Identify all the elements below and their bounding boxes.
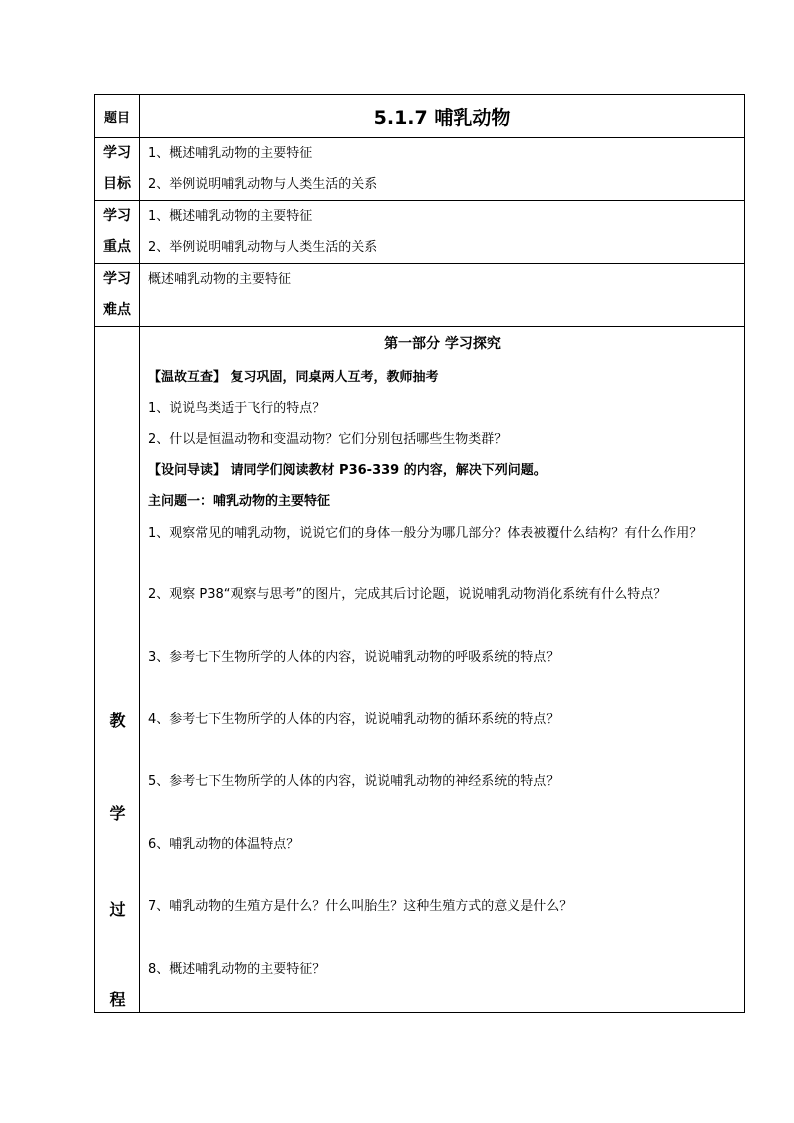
review-heading: 【温故互查】 复习巩固，同桌两人互考，教师抽考	[148, 370, 439, 385]
key-points-label-line2: 重点	[103, 239, 131, 255]
question-item: 5、参考七下生物所学的人体的内容，说说哺乳动物的神经系统的特点？	[148, 774, 560, 789]
question-item: 6、哺乳动物的体温特点？	[148, 837, 300, 852]
question-item: 8、概述哺乳动物的主要特征？	[148, 962, 326, 977]
guide-heading: 【设问导读】 请同学们阅读教材 P36-339 的内容，解决下列问题。	[148, 463, 547, 478]
process-label-char: 过	[109, 900, 126, 919]
difficulty-label-line2: 难点	[103, 302, 131, 318]
key-points-label-line1: 学习	[103, 208, 131, 224]
lesson-plan-table	[94, 94, 745, 1013]
objectives-content	[140, 138, 745, 201]
process-label-char: 程	[109, 990, 126, 1009]
question-item: 3、参考七下生物所学的人体的内容，说说哺乳动物的呼吸系统的特点？	[148, 650, 560, 665]
key-point-item: 1、概述哺乳动物的主要特征	[148, 209, 313, 224]
title-row	[95, 95, 745, 138]
objectives-label-line1: 学习	[103, 145, 131, 161]
difficulty-label-line1: 学习	[103, 271, 131, 287]
process-label-char: 学	[109, 804, 126, 823]
review-question: 1、说说鸟类适于飞行的特点？	[148, 401, 326, 416]
difficulty-content	[140, 264, 745, 327]
process-label-char: 教	[109, 711, 126, 730]
process-label	[95, 327, 140, 1013]
question-item: 2、观察 P38“观察与思考”的图片，完成其后讨论题，说说哺乳动物消化系统有什么特点？	[148, 587, 667, 602]
objectives-label-line2: 目标	[103, 176, 131, 192]
key-points-label	[95, 201, 140, 264]
question-item: 7、哺乳动物的生殖方是什么？什么叫胎生？这种生殖方式的意义是什么？	[148, 899, 573, 914]
key-points-row	[95, 201, 745, 264]
difficulty-row	[95, 264, 745, 327]
difficulty-text: 概述哺乳动物的主要特征	[148, 272, 292, 287]
lesson-title: 5.1.7 哺乳动物	[140, 95, 745, 138]
objectives-row	[95, 138, 745, 201]
process-content	[140, 327, 745, 1013]
objective-item: 2、举例说明哺乳动物与人类生活的关系	[148, 177, 378, 192]
objectives-label	[95, 138, 140, 201]
difficulty-label	[95, 264, 140, 327]
question-item: 4、参考七下生物所学的人体的内容，说说哺乳动物的循环系统的特点？	[148, 712, 560, 727]
main-question: 主问题一：哺乳动物的主要特征	[148, 494, 331, 509]
key-points-content	[140, 201, 745, 264]
review-question: 2、什以是恒温动物和变温动物？它们分别包括哪些生物类群？	[148, 432, 508, 447]
key-point-item: 2、举例说明哺乳动物与人类生活的关系	[148, 240, 378, 255]
question-item: 1、观察常见的哺乳动物，说说它们的身体一般分为哪几部分？体表被覆什么结构？有什么作用？	[148, 526, 703, 541]
process-row	[95, 327, 745, 1013]
section-title: 第一部分 学习探究	[384, 336, 501, 352]
objective-item: 1、概述哺乳动物的主要特征	[148, 146, 313, 161]
title-label: 题目	[95, 95, 140, 138]
